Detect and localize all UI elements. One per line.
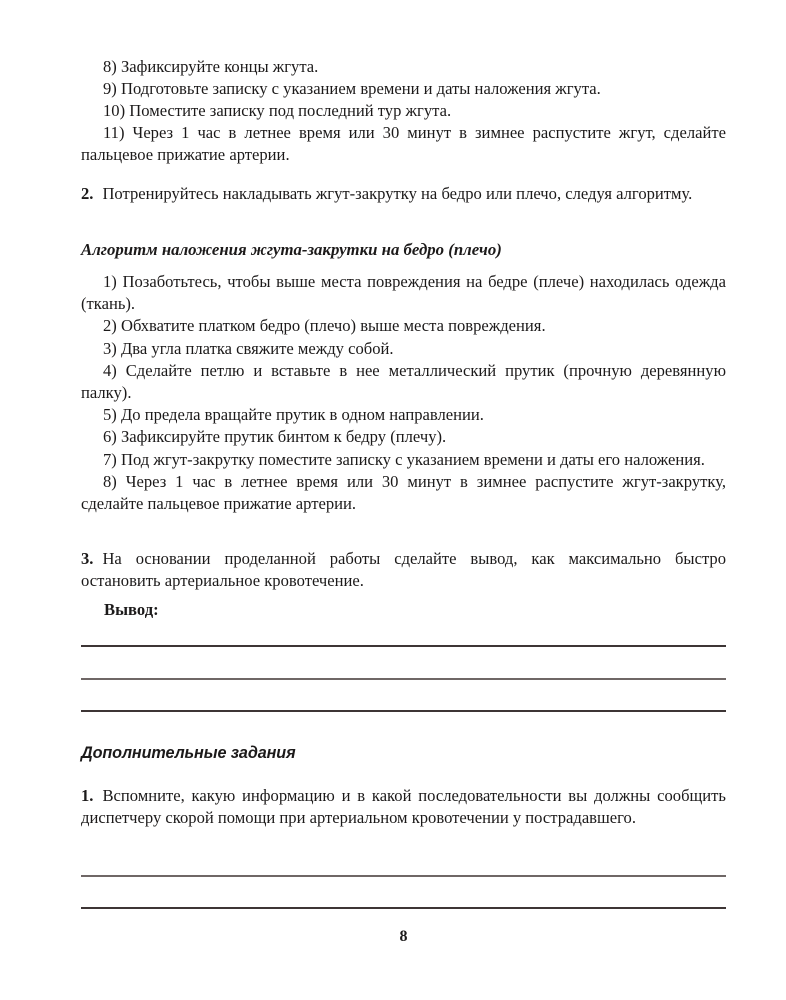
conclusion-writing-line-3[interactable]: [81, 710, 726, 712]
task-3-text: На основании проделанной работы сделайте вывод, как максимально быстро остановить артериальное кровотечение.: [81, 549, 726, 591]
document-page: [81, 0, 726, 1000]
algorithm-heading: Алгоритм наложения жгута-закрутки на бедро (плечо): [81, 240, 502, 259]
page-number-block: [81, 928, 726, 946]
extra-heading-block: [81, 742, 296, 764]
conclusion-writing-line-1[interactable]: [81, 645, 726, 647]
task-3-block: [81, 548, 726, 592]
extra-task-1-paragraph: [81, 785, 726, 829]
algorithm-step: 4) Сделайте петлю и вставьте в нее металлический прутик (прочную деревянную палку).: [81, 360, 726, 403]
list-item: 9) Подготовьте записку с указанием времени и даты наложения жгута.: [103, 79, 601, 99]
conclusion-writing-line-2[interactable]: [81, 678, 726, 680]
algorithm-steps-block: [81, 271, 726, 515]
extra-task-1-block: [81, 785, 726, 829]
conclusion-label-block: [81, 599, 159, 621]
task-2-paragraph: [81, 183, 692, 205]
algorithm-step: 5) До предела вращайте прутик в одном направлении.: [103, 405, 484, 425]
page-number: 8: [399, 928, 408, 945]
algorithm-step: 6) Зафиксируйте прутик бинтом к бедру (плечу).: [103, 427, 447, 447]
extra-tasks-heading: Дополнительные задания: [81, 744, 296, 762]
algorithm-step: 8) Через 1 час в летнее время или 30 минут в зимнее распустите жгут-закрутку, сделайте пальцевое прижатие артерии.: [81, 471, 726, 514]
list-item: 11) Через 1 час в летнее время или 30 минут в зимнее распустите жгут, сделайте пальцевое прижатие артерии.: [81, 123, 726, 165]
list-block-top: [81, 56, 601, 123]
list-item: 10) Поместите записку под последний тур жгута.: [103, 101, 452, 121]
list-item: 8) Зафиксируйте концы жгута.: [103, 57, 319, 76]
task-3-number: 3.: [81, 549, 94, 568]
list-item-11-block: [81, 122, 726, 166]
algorithm-step: 1) Позаботьтесь, чтобы выше места повреждения на бедре (плече) находилась одежда (ткань).: [81, 272, 726, 314]
task-2-block: [81, 183, 692, 205]
conclusion-label: Вывод:: [104, 600, 159, 619]
algorithm-step: 3) Два угла платка свяжите между собой.: [103, 338, 394, 358]
task-2-text: Потренируйтесь накладывать жгут-закрутку на бедро или плечо, следуя алгоритму.: [102, 184, 693, 203]
algorithm-heading-block: [81, 239, 502, 261]
extra-writing-line-1[interactable]: [81, 875, 726, 877]
task-2-number: 2.: [81, 184, 94, 203]
algorithm-step: 7) Под жгут-закрутку поместите записку с указанием времени и даты его наложения.: [103, 449, 705, 469]
algorithm-step: 2) Обхватите платком бедро (плечо) выше места повреждения.: [103, 316, 546, 336]
extra-task-1-text: Вспомните, какую информацию и в какой последовательности вы должны сообщить диспетчеру скорой помощи при артериальном кровотечении у пострадавшего.: [81, 786, 726, 828]
task-3-paragraph: [81, 548, 726, 592]
extra-task-1-number: 1.: [81, 786, 94, 805]
extra-writing-line-2[interactable]: [81, 907, 726, 909]
